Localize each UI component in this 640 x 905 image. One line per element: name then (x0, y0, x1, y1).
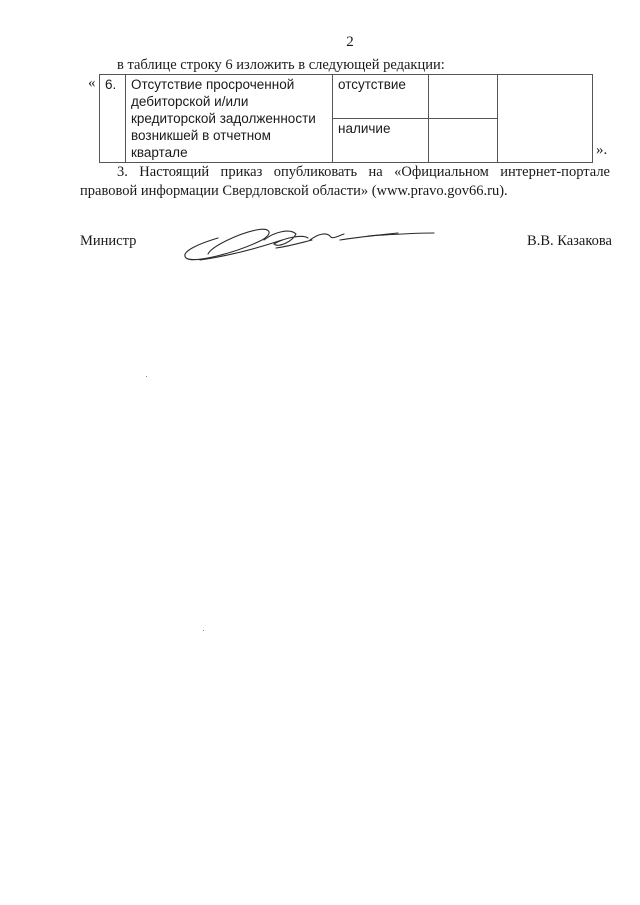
option-present-cell: наличие (333, 119, 429, 163)
scan-speck (146, 376, 147, 377)
page-number: 2 (346, 34, 354, 50)
paragraph-3 (80, 163, 610, 201)
row-number-cell: 6. (100, 75, 126, 163)
scan-speck (203, 630, 204, 631)
paragraph-3-line-1: 3. Настоящий приказ опубликовать на «Официальном интернет-портале (117, 164, 610, 180)
intro-text: в таблице строку 6 изложить в следующей редакции: (117, 57, 445, 73)
table-row (100, 75, 593, 119)
handwritten-signature (178, 218, 438, 268)
signatory-position: Министр (80, 233, 137, 249)
indicator-cell: Отсутствие просроченной дебиторской и/или кредиторской задолженности возникшей в отчетном квартале (126, 75, 333, 163)
closing-quote: ». (596, 142, 608, 158)
empty-cell (429, 75, 498, 119)
opening-quote: « (88, 75, 96, 91)
empty-cell (498, 75, 593, 163)
option-absent-cell: отсутствие (333, 75, 429, 119)
signatory-name: В.В. Казакова (527, 233, 612, 249)
amendment-table (99, 74, 593, 163)
paragraph-3-line-2: правовой информации Свердловской области» (www.pravo.gov66.ru). (80, 183, 508, 199)
empty-cell (429, 119, 498, 163)
